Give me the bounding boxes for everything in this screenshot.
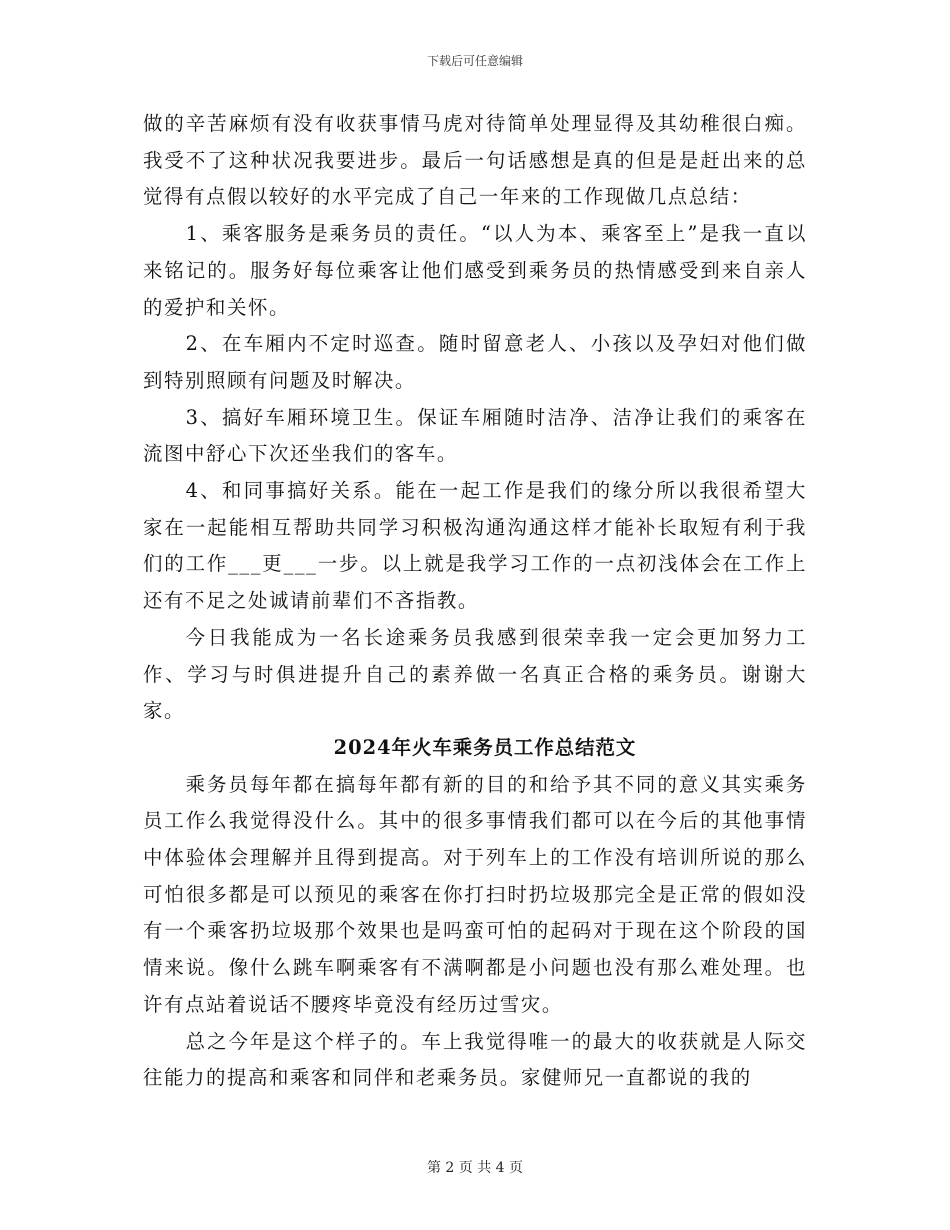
paragraph-item-4: 4、和同事搞好关系。能在一起工作是我们的缘分所以我很希望大家在一起能相互帮助共同学习积极沟通沟通这样才能补长取短有利于我们的工作___更___一步。以上就是我学习工作的一点初浅体会在工作上还有不足之处诚请前辈们不吝指教。 [143, 479, 807, 613]
paragraph-item-1: 1、乘客服务是乘务员的责任。“以人为本、乘客至上”是我一直以来铭记的。服务好每位乘客让他们感受到乘务员的热情感受到来自亲人的爱护和关怀。 [143, 222, 807, 319]
paragraph-section-1: 乘务员每年都在搞每年都有新的目的和给予其不同的意义其实乘务员工作么我觉得没什么。其中的很多事情我们都可以在今后的其他事情中体验体会理解并且得到提高。对于列车上的工作没有培训所说的那么可怕很多都是可以预见的乘客在你打扫时扔垃圾那完全是正常的假如没有一个乘客扔垃圾那个效果也是吗蛮可怕的起码对于现在这个阶段的国情来说。像什么跳车啊乘客有不满啊都是小问题也没有那么难处理。也许有点站着说话不腰疼毕竟没有经历过雪灾。 [143, 772, 807, 1016]
page-header: 下载后可任意编辑 [426, 54, 523, 68]
page-footer: 第 2 页 共 4 页 [426, 1160, 524, 1176]
section-title: 2024年火车乘务员工作总结范文 [333, 735, 637, 759]
paragraph-item-2: 2、在车厢内不定时巡查。随时留意老人、小孩以及孕妇对他们做到特别照顾有问题及时解决。 [143, 332, 807, 392]
paragraph-closing: 今日我能成为一名长途乘务员我感到很荣幸我一定会更加努力工作、学习与时俱进提升自己的素养做一名真正合格的乘务员。谢谢大家。 [143, 625, 807, 723]
document-body [143, 106, 807, 1097]
paragraph-continuation: 做的辛苦麻烦有没有收获事情马虎对待简单处理显得及其幼稚很白痴。我受不了这种状况我要进步。最后一句话感想是真的但是是赶出来的总觉得有点假以较好的水平完成了自己一年来的工作现做几点总结： [143, 112, 807, 209]
paragraph-section-2: 总之今年是这个样子的。车上我觉得唯一的最大的收获就是人际交往能力的提高和乘客和同伴和老乘务员。家健师兄一直都说的我的 [143, 1029, 807, 1090]
paragraph-item-3: 3、搞好车厢环境卫生。保证车厢随时洁净、洁净让我们的乘客在流图中舒心下次还坐我们的客车。 [143, 405, 807, 466]
